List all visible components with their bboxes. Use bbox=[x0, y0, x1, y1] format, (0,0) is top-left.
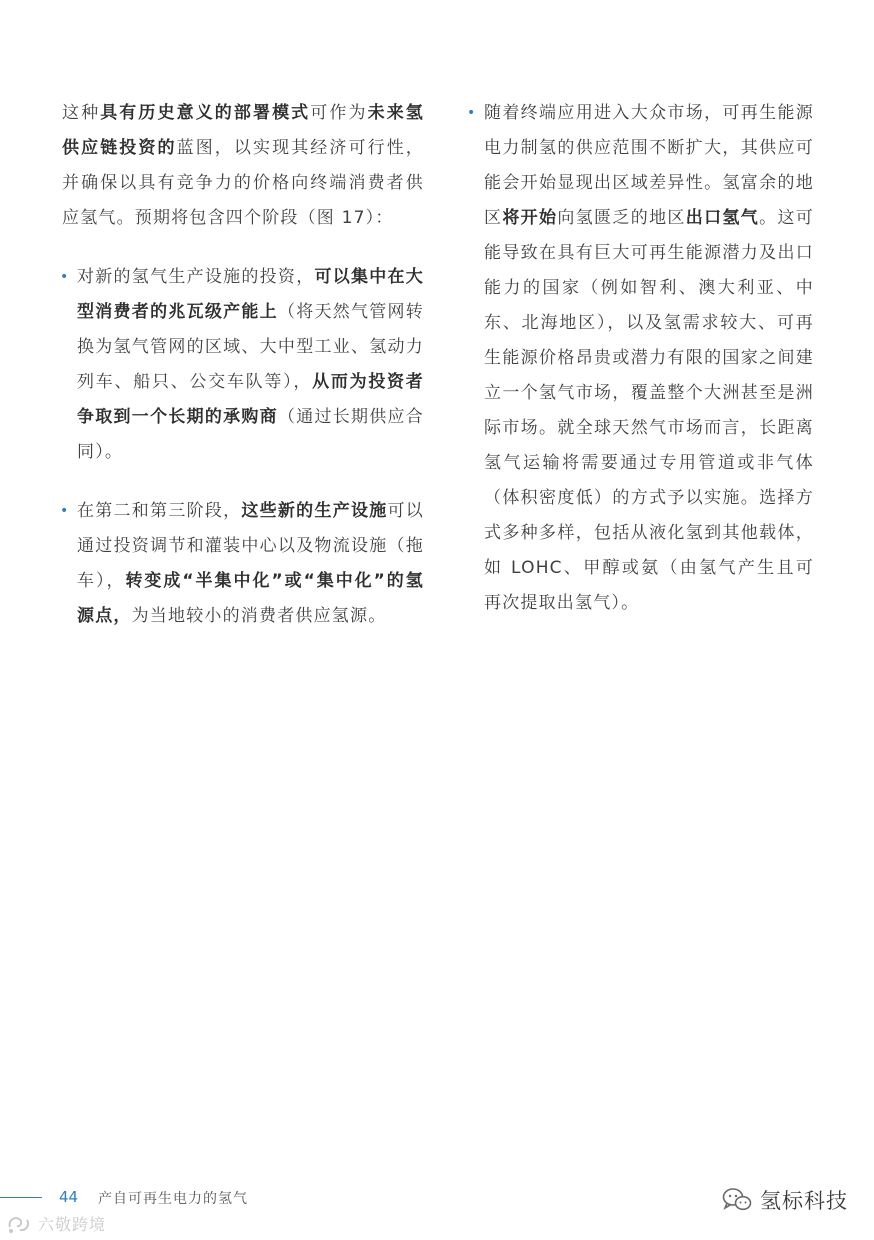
bullet-dot-icon: • bbox=[467, 105, 477, 121]
bullet-item bbox=[62, 494, 424, 634]
watermark-right bbox=[722, 1185, 848, 1215]
bullet-run-bold: 这些新的生产设施 bbox=[241, 501, 388, 521]
watermark-left bbox=[6, 1212, 106, 1235]
swirl-logo-icon bbox=[6, 1213, 32, 1235]
footer-rule bbox=[0, 1197, 42, 1198]
wechat-icon bbox=[722, 1187, 752, 1213]
intro-paragraph bbox=[62, 96, 424, 236]
bullet-run-bold: 将开始 bbox=[502, 208, 558, 228]
intro-run-bold: 未来氢供应链投资的 bbox=[62, 103, 424, 158]
bullet-run: 对新的氢气生产设施的投资， bbox=[77, 267, 315, 287]
left-column bbox=[62, 96, 424, 658]
bullet-run: 在第二和第三阶段， bbox=[77, 501, 242, 521]
watermark-right-text: 氢标科技 bbox=[760, 1189, 848, 1213]
bullet-run: 向氢匮乏的地区 bbox=[557, 208, 686, 228]
watermark-left-text: 六敬跨境 bbox=[38, 1215, 107, 1234]
bullet-run: 可以通过投资调节和灌装中心以及物流设施（拖车）， bbox=[77, 501, 424, 591]
intro-run: 这种 bbox=[62, 103, 101, 123]
bullet-dot-icon: • bbox=[60, 503, 70, 519]
bullet-dot-icon: • bbox=[60, 269, 70, 285]
intro-run: 可作为 bbox=[310, 103, 368, 123]
bullet-run: （通过长期供应合同）。 bbox=[77, 407, 424, 462]
bullet-run: 。这可能导致在具有巨大可再生能源潜力及出口能力的国家（例如智利、澳大利亚、中东、北海地区），以及氢需求较大、可再生能源价格昂贵或潜力有限的国家之间建立一个氢气市场，覆盖整个大洲甚至是洲际市场。就全球天然气市场而言，长距离氢气运输将需要通过专用管道或非气体（体积密度低）的方式予以实施。选择方式多种多样，包括从液化氢到其他载体，如 LOHC、甲醇或氨（由氢气产生且可再次提取出氢气）。 bbox=[484, 208, 814, 613]
bullet-run: （将天然气管网转换为氢气管网的区域、大中型工业、氢动力列车、船只、公交车队等）， bbox=[77, 302, 424, 392]
bullet-run: 随着终端应用进入大众市场，可再生能源电力制氢的供应范围不断扩大，其供应可能会开始显现出区域差异性。氢富余的地区 bbox=[484, 103, 814, 228]
bullet-run-bold: 从而为投资者争取到一个长期的承购商 bbox=[77, 372, 425, 427]
bullet-run-bold: 转变成“半集中化”或“集中化”的氢源点， bbox=[77, 571, 424, 626]
intro-run-bold: 具有历史意义的部署模式 bbox=[100, 103, 311, 123]
bullet-run-bold: 可以集中在大型消费者的兆瓦级产能上 bbox=[77, 267, 424, 322]
bullet-item bbox=[469, 96, 814, 621]
bullet-run-bold: 出口氢气 bbox=[685, 208, 760, 228]
intro-run: 蓝图，以实现其经济可行性，并确保以具有竞争力的价格向终端消费者供应氢气。预期将包含四个阶段（图 17）： bbox=[62, 138, 425, 228]
footer-title: 产自可再生电力的氢气 bbox=[98, 1191, 248, 1207]
bullet-run: 为当地较小的消费者供应氢源。 bbox=[131, 606, 387, 626]
right-column bbox=[469, 96, 814, 645]
bullet-item bbox=[62, 260, 424, 470]
page-number: 44 bbox=[59, 1188, 79, 1206]
